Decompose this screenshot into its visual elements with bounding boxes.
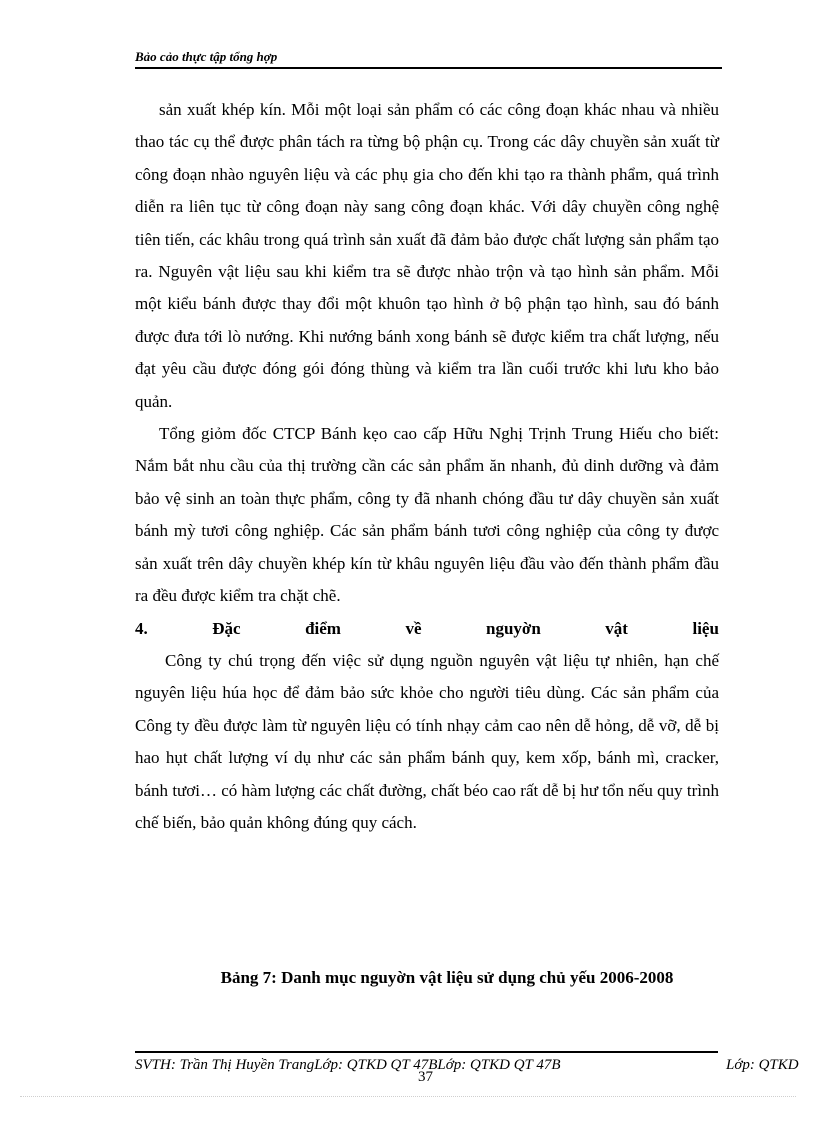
page-footer: [135, 1057, 816, 1074]
heading-word: điểm: [305, 618, 341, 638]
page-header: [135, 49, 722, 69]
table-caption: Bảng 7: Danh mục nguyờn vật liệu sử dụng chủ yếu 2006-2008: [220, 968, 674, 987]
footer-class: Lớp: QTKD: [726, 1057, 799, 1073]
paragraph-materials: Công ty chú trọng đến việc sử dụng nguồn nguyên vật liệu tự nhiên, hạn chế nguyên liệu húa học để đảm bảo sức khỏe cho người tiêu dùng. Các sản phẩm của Công ty đều được làm từ nguyên liệu có tính nhạy cảm cao nên dễ hỏng, dễ vỡ, dễ bị hao hụt chất lượng ví dụ như các sản phẩm bánh quy, kem xốp, bánh mì, cracker, bánh tươi… có hàm lượng các chất đường, chất béo cao rất dễ bị hư tổn nếu quy trình chế biến, bảo quản không đúng quy cách.: [135, 650, 719, 832]
paragraph-director-statement: Tổng giỏm đốc CTCP Bánh kẹo cao cấp Hữu Nghị Trịnh Trung Hiếu cho biết: Nắm bắt nhu cầu của thị trường cần các sản phẩm ăn nhanh, đủ dinh dưỡng và đảm bảo vệ sinh an toàn thực phẩm, công ty đã nhanh chóng đầu tư dây chuyền sản xuất bánh mỳ tươi công nghiệp. Các sản phẩm bánh tươi công nghiệp của công ty được sản xuất trên dây chuyền khép kín từ khâu nguyên liệu đầu vào đến thành phẩm đầu ra đều được kiểm tra chặt chẽ.: [135, 424, 719, 606]
paragraph-production-line: sản xuất khép kín. Mỗi một loại sản phẩm có các công đoạn khác nhau và nhiều thao tác cụ thể được phân tách ra từng bộ phận cụ. Trong các dây chuyền sản xuất từ công đoạn nhào nguyên liệu và các phụ gia cho đến khi tạo ra thành phẩm, quá trình diễn ra liên tục từ công đoạn này sang công đoạn khác. Với dây chuyền công nghệ tiên tiến, các khâu trong quá trình sản xuất đã đảm bảo được chất lượng sản phẩm tạo ra. Nguyên vật liệu sau khi kiểm tra sẽ được nhào trộn và tạo hình sản phẩm. Mỗi một kiểu bánh được thay đổi một khuôn tạo hình ở bộ phận tạo hình, sau đó bánh được đưa tới lò nướng. Khi nướng bánh xong bánh sẽ được kiểm tra chất lượng, nếu đạt yêu cầu được đóng gói đóng thùng và kiểm tra lần cuối trước khi lưu kho bảo quản.: [135, 100, 719, 411]
page-number: 37: [418, 1069, 433, 1085]
heading-word: liệu: [692, 618, 719, 638]
page-edge-divider: [20, 1096, 796, 1097]
footer-author: SVTH: Trần Thị Huyền TrangLớp: QTKD QT 47BLớp: QTKD QT 47B: [135, 1057, 561, 1073]
heading-word: vật: [605, 618, 628, 638]
section-heading: [135, 613, 719, 645]
heading-word: Đặc: [212, 618, 241, 638]
header-title: Bảo cảo thực tập tổng hợp: [135, 49, 278, 64]
heading-word: nguyờn: [486, 618, 541, 638]
heading-word: về: [405, 618, 422, 638]
heading-number: 4.: [135, 618, 148, 638]
footer-divider: [135, 1051, 718, 1053]
document-body: [135, 94, 719, 839]
